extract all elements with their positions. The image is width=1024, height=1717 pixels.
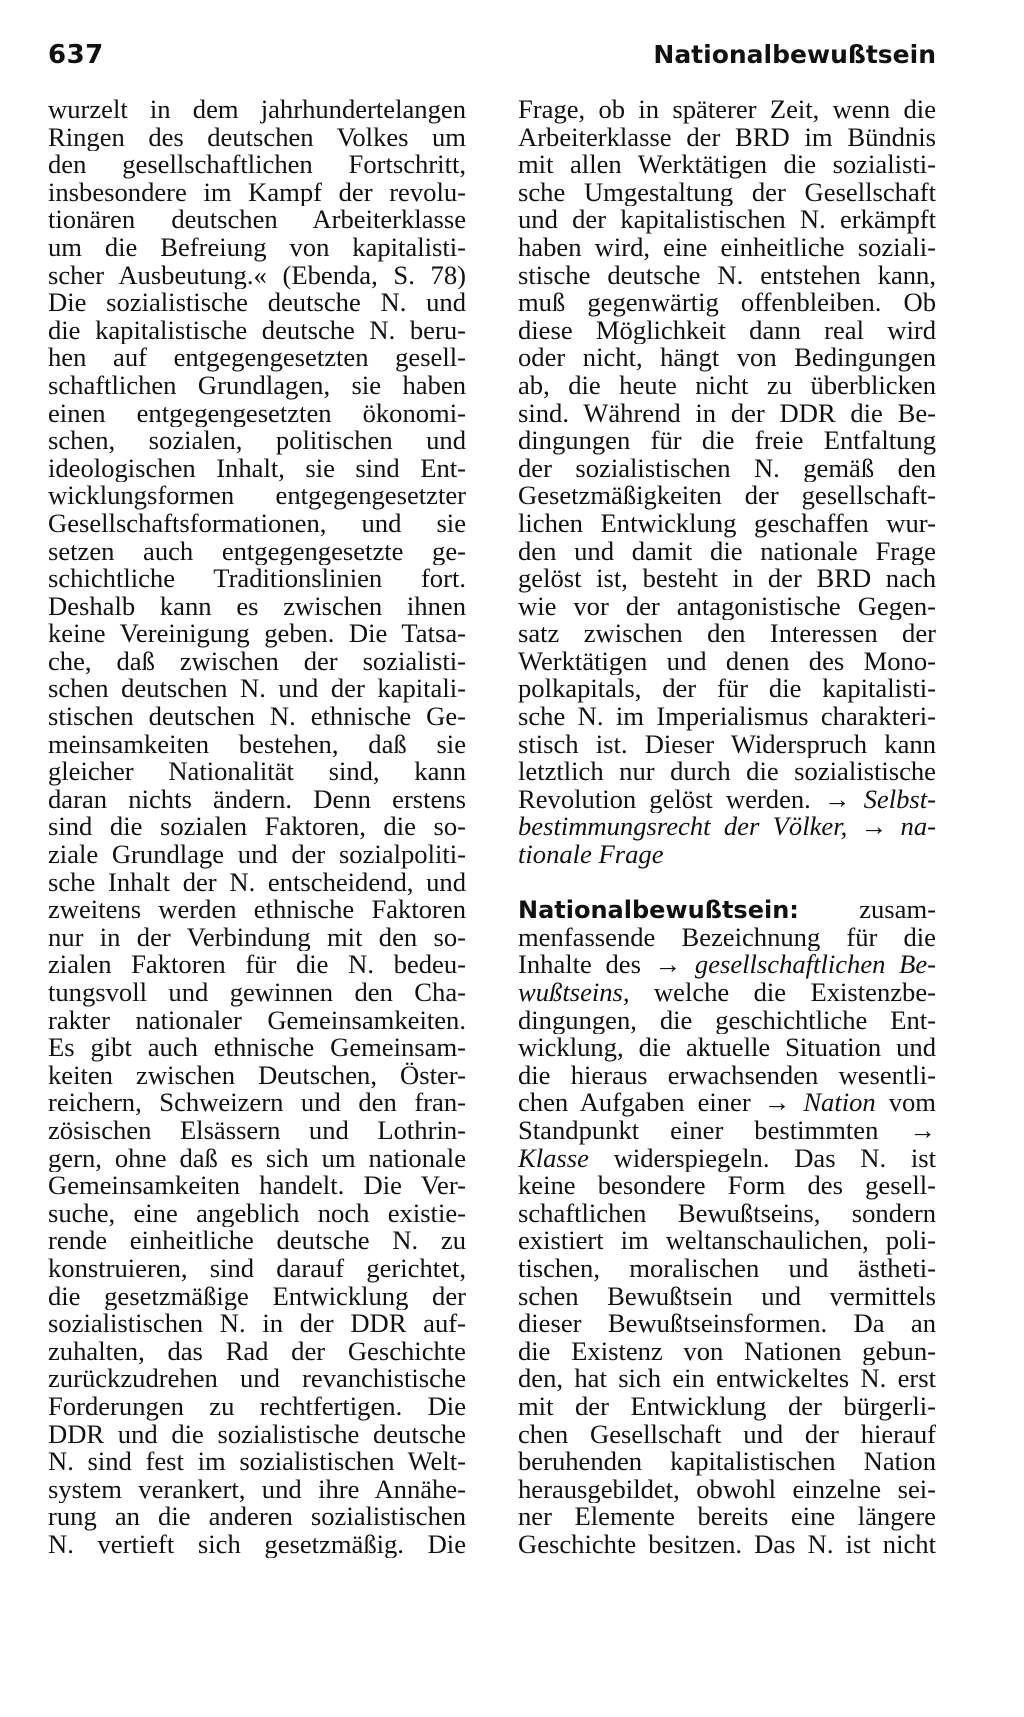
text-segment: sind. Während in der DDR die Be- bbox=[518, 399, 936, 428]
page-header bbox=[48, 40, 936, 76]
text-line bbox=[518, 979, 936, 1007]
text-line bbox=[48, 482, 466, 510]
text-line bbox=[518, 206, 936, 234]
text-line bbox=[48, 317, 466, 345]
text-segment: gleicher Nationalität sind, kann bbox=[48, 758, 466, 786]
text-segment: chen Aufgaben einer → bbox=[518, 1089, 804, 1117]
text-line bbox=[48, 1227, 466, 1255]
text-segment: um die Befreiung von kapitalisti- bbox=[48, 233, 466, 262]
text-line bbox=[48, 979, 466, 1007]
text-segment: Forderungen zu rechtfertigen. Die bbox=[48, 1392, 466, 1421]
text-segment: dingungen für die freie Entfaltung bbox=[518, 427, 936, 455]
text-segment: beruhenden kapitalistischen Nation bbox=[518, 1448, 936, 1476]
text-segment: zösischen Elsässern und Lothrin- bbox=[48, 1116, 466, 1145]
paragraph-gap bbox=[518, 869, 936, 897]
text-segment: sche Inhalt der N. entscheidend, und bbox=[48, 868, 466, 897]
text-line bbox=[518, 400, 936, 428]
text-line bbox=[518, 1476, 936, 1504]
text-segment: tischen, moralischen und ästheti- bbox=[518, 1254, 936, 1283]
text-segment: schaftlichen Bewußtseins, sondern bbox=[518, 1199, 936, 1228]
text-segment: letztlich nur durch die sozialistische bbox=[518, 758, 936, 786]
text-line bbox=[48, 1448, 466, 1476]
text-line bbox=[518, 1283, 936, 1311]
text-segment: sche Umgestaltung der Gesellschaft bbox=[518, 178, 936, 207]
text-line bbox=[518, 1448, 936, 1476]
text-segment: N. vertieft sich gesetzmäßig. Die bbox=[48, 1530, 466, 1559]
text-segment: schen, sozialen, politischen und bbox=[48, 427, 466, 455]
text-segment: die kapitalistische deutsche N. beru- bbox=[48, 316, 466, 345]
text-segment: schen deutschen N. und der kapitali- bbox=[48, 675, 466, 704]
text-segment: keiten zwischen Deutschen, Öster- bbox=[48, 1061, 466, 1090]
text-segment: herausgebildet, obwohl einzelne sei- bbox=[518, 1475, 936, 1504]
text-line bbox=[48, 179, 466, 207]
cross-reference: bestimmungsrecht der Völker, bbox=[518, 813, 848, 842]
text-segment: hen auf entgegengesetzten gesell- bbox=[48, 344, 466, 372]
text-segment: mit der Entwicklung der bürgerli- bbox=[518, 1392, 936, 1421]
text-segment: tungsvoll und gewinnen den Cha- bbox=[48, 979, 466, 1007]
text-segment: menfassende Bezeichnung für die bbox=[518, 923, 936, 952]
text-segment: schen Bewußtsein und vermittels bbox=[518, 1282, 936, 1311]
cross-reference: Nation bbox=[803, 1089, 876, 1117]
text-segment: keine Vereinigung geben. Die Tatsa- bbox=[48, 620, 466, 648]
text-line bbox=[518, 731, 936, 759]
text-line bbox=[518, 1531, 936, 1559]
text-line bbox=[518, 1503, 936, 1531]
text-line bbox=[48, 1365, 466, 1393]
text-line bbox=[48, 1283, 466, 1311]
text-line bbox=[518, 289, 936, 317]
text-line bbox=[518, 786, 936, 814]
text-line bbox=[48, 96, 466, 124]
text-segment: rung an die anderen sozialistischen bbox=[48, 1503, 466, 1531]
text-segment: polkapitals, der für die kapitalisti- bbox=[518, 675, 936, 704]
text-segment: meinsamkeiten bestehen, daß sie bbox=[48, 730, 466, 759]
text-segment: schaftlichen Grundlagen, sie haben bbox=[48, 371, 466, 400]
text-segment: Inhalte des → bbox=[518, 951, 695, 979]
text-segment: oder nicht, hängt von Bedingungen bbox=[518, 344, 936, 372]
text-line bbox=[518, 262, 936, 290]
text-line bbox=[518, 924, 936, 952]
text-segment: rakter nationaler Gemeinsamkeiten. bbox=[48, 1006, 466, 1035]
text-segment: Werktätigen und denen des Mono- bbox=[518, 647, 936, 676]
text-segment: setzen auch entgegengesetzte ge- bbox=[48, 537, 466, 566]
text-segment: ab, die heute nicht zu überblicken bbox=[518, 371, 936, 400]
right-text-column bbox=[518, 96, 936, 1558]
text-line bbox=[48, 124, 466, 152]
text-segment: DDR und die sozialistische deutsche bbox=[48, 1420, 466, 1449]
text-line bbox=[48, 234, 466, 262]
text-segment: zurückzudrehen und revanchistische bbox=[48, 1365, 466, 1393]
text-segment: che, daß zwischen der sozialisti- bbox=[48, 647, 466, 676]
text-line bbox=[48, 1255, 466, 1283]
text-line bbox=[48, 620, 466, 648]
text-segment: und der kapitalistischen N. erkämpft bbox=[518, 206, 936, 234]
text-segment: keine besondere Form des gesell- bbox=[518, 1172, 936, 1200]
text-segment: Revolution gelöst werden. → bbox=[518, 785, 864, 814]
text-line bbox=[48, 372, 466, 400]
text-segment: ziale Grundlage und der sozialpoliti- bbox=[48, 841, 466, 869]
text-line bbox=[518, 758, 936, 786]
text-line bbox=[518, 455, 936, 483]
text-line bbox=[518, 1393, 936, 1421]
page-number: 637 bbox=[48, 40, 104, 70]
text-segment: diese Möglichkeit dann real wird bbox=[518, 316, 936, 345]
text-segment: dingungen, die geschichtliche Ent- bbox=[518, 1006, 936, 1035]
text-segment: stischen deutschen N. ethnische Ge- bbox=[48, 703, 466, 731]
text-segment: widerspiegeln. Das N. ist bbox=[588, 1144, 936, 1173]
text-segment: die Existenz von Nationen gebun- bbox=[518, 1337, 936, 1366]
cross-reference: Selbst- bbox=[863, 785, 936, 814]
text-line bbox=[48, 510, 466, 538]
text-line bbox=[518, 1255, 936, 1283]
text-segment: lichen Entwicklung geschaffen wur- bbox=[518, 509, 936, 538]
text-line bbox=[48, 289, 466, 317]
text-segment: wicklungsformen entgegengesetzter bbox=[48, 482, 466, 510]
text-segment: Es gibt auch ethnische Gemeinsam- bbox=[48, 1034, 466, 1062]
text-line bbox=[518, 896, 936, 924]
text-line bbox=[518, 1310, 936, 1338]
text-segment: existiert im weltanschaulichen, poli- bbox=[518, 1227, 936, 1255]
cross-reference: tionale Frage bbox=[518, 841, 664, 869]
text-segment: mit allen Werktätigen die sozialisti- bbox=[518, 151, 936, 179]
text-segment: nur in der Verbindung mit den so- bbox=[48, 923, 466, 952]
text-segment: N. sind fest im sozialistischen Welt- bbox=[48, 1448, 466, 1476]
text-line bbox=[518, 179, 936, 207]
text-line bbox=[518, 1200, 936, 1228]
text-line bbox=[48, 731, 466, 759]
text-segment: Frage, ob in späterer Zeit, wenn die bbox=[518, 96, 936, 124]
cross-reference: gesellschaftlichen Be- bbox=[694, 951, 936, 979]
text-segment: vom bbox=[875, 1089, 936, 1117]
text-segment: wurzelt in dem jahrhundertelangen bbox=[48, 96, 466, 124]
text-line bbox=[48, 841, 466, 869]
text-line bbox=[518, 1421, 936, 1449]
text-line bbox=[518, 151, 936, 179]
text-line bbox=[48, 262, 466, 290]
text-line bbox=[48, 1007, 466, 1035]
text-line bbox=[48, 565, 466, 593]
text-line bbox=[48, 427, 466, 455]
text-line bbox=[518, 593, 936, 621]
text-segment: Gesellschaftsformationen, und sie bbox=[48, 509, 466, 538]
text-segment: stisch ist. Dieser Widerspruch kann bbox=[518, 730, 936, 759]
text-line bbox=[48, 400, 466, 428]
text-segment: scher Ausbeutung.« (Ebenda, S. 78) bbox=[48, 261, 466, 290]
text-line bbox=[48, 1393, 466, 1421]
text-line bbox=[48, 896, 466, 924]
text-line bbox=[518, 841, 936, 869]
text-line bbox=[518, 1365, 936, 1393]
text-line bbox=[518, 1007, 936, 1035]
text-segment: zialen Faktoren für die N. bedeu- bbox=[48, 951, 466, 979]
text-line bbox=[48, 869, 466, 897]
text-segment: einen entgegengesetzten ökonomi- bbox=[48, 399, 466, 428]
text-segment: welche die Existenzbe- bbox=[629, 979, 936, 1007]
text-line bbox=[48, 1062, 466, 1090]
text-segment: tionären deutschen Arbeiterklasse bbox=[48, 206, 466, 234]
text-segment: Ringen des deutschen Volkes um bbox=[48, 123, 466, 152]
text-segment: satz zwischen den Interessen der bbox=[518, 620, 936, 648]
text-line bbox=[48, 1172, 466, 1200]
text-segment: muß gegenwärtig offenbleiben. Ob bbox=[518, 289, 936, 317]
text-segment: stische deutsche N. entstehen kann, bbox=[518, 261, 936, 290]
text-line bbox=[518, 344, 936, 372]
text-line bbox=[518, 510, 936, 538]
left-text-column bbox=[48, 96, 466, 1558]
text-line bbox=[48, 786, 466, 814]
text-line bbox=[48, 813, 466, 841]
text-segment: schichtliche Traditionslinien fort. bbox=[48, 565, 466, 593]
text-line bbox=[518, 703, 936, 731]
text-segment: sind die sozialen Faktoren, die so- bbox=[48, 813, 466, 842]
text-line bbox=[48, 1200, 466, 1228]
text-segment: zweitens werden ethnische Faktoren bbox=[48, 896, 466, 924]
text-line bbox=[518, 1172, 936, 1200]
text-segment: wie vor der antagonistische Gegen- bbox=[518, 592, 936, 621]
text-line bbox=[48, 206, 466, 234]
text-line bbox=[518, 317, 936, 345]
running-head: Nationalbewußtsein bbox=[653, 40, 936, 69]
text-line bbox=[518, 648, 936, 676]
text-segment: Gesetzmäßigkeiten der gesellschaft- bbox=[518, 482, 936, 510]
text-segment: sozialistischen N. in der DDR auf- bbox=[48, 1310, 466, 1338]
text-line bbox=[48, 703, 466, 731]
text-line bbox=[518, 234, 936, 262]
text-line bbox=[518, 951, 936, 979]
text-segment: → bbox=[847, 813, 901, 842]
text-line bbox=[518, 1338, 936, 1366]
text-line bbox=[518, 1062, 936, 1090]
text-segment: system verankert, und ihre Annähe- bbox=[48, 1475, 466, 1504]
text-line bbox=[518, 482, 936, 510]
text-segment: dieser Bewußtseinsformen. Da an bbox=[518, 1310, 936, 1338]
text-segment: Geschichte besitzen. Das N. ist nicht bbox=[518, 1530, 936, 1559]
text-line bbox=[518, 1034, 936, 1062]
text-line bbox=[518, 813, 936, 841]
text-segment: der sozialistischen N. gemäß den bbox=[518, 454, 936, 483]
text-segment: insbesondere im Kampf der revolu- bbox=[48, 178, 466, 207]
text-segment: Deshalb kann es zwischen ihnen bbox=[48, 592, 466, 621]
text-segment: zuhalten, das Rad der Geschichte bbox=[48, 1337, 466, 1366]
text-line bbox=[48, 455, 466, 483]
cross-reference: wußtseins, bbox=[518, 979, 630, 1007]
text-line bbox=[48, 151, 466, 179]
text-line bbox=[518, 1089, 936, 1117]
text-segment: zusam- bbox=[798, 896, 936, 924]
text-segment: reichern, Schweizern und den fran- bbox=[48, 1089, 466, 1117]
cross-reference: na- bbox=[900, 813, 936, 842]
text-line bbox=[48, 648, 466, 676]
text-line bbox=[518, 620, 936, 648]
text-line bbox=[518, 1227, 936, 1255]
text-line bbox=[48, 1531, 466, 1559]
text-line bbox=[48, 951, 466, 979]
text-line bbox=[48, 758, 466, 786]
text-segment: konstruieren, sind darauf gerichtet, bbox=[48, 1254, 466, 1283]
text-line bbox=[518, 538, 936, 566]
text-line bbox=[518, 675, 936, 703]
text-segment: rende einheitliche deutsche N. zu bbox=[48, 1227, 466, 1255]
text-line bbox=[48, 344, 466, 372]
text-segment: den und damit die nationale Frage bbox=[518, 537, 936, 566]
text-segment: Arbeiterklasse der BRD im Bündnis bbox=[518, 123, 936, 152]
text-segment: gelöst ist, besteht in der BRD nach bbox=[518, 565, 936, 593]
text-segment: Standpunkt einer bestimmten → bbox=[518, 1116, 936, 1145]
text-segment: suche, eine angeblich noch existie- bbox=[48, 1199, 466, 1228]
text-segment: chen Gesellschaft und der hierauf bbox=[518, 1420, 936, 1449]
cross-reference: Klasse bbox=[518, 1144, 589, 1173]
text-segment: ideologischen Inhalt, sie sind Ent- bbox=[48, 454, 466, 483]
text-line bbox=[48, 1310, 466, 1338]
text-line bbox=[48, 924, 466, 952]
text-segment: Gemeinsamkeiten handelt. Die Ver- bbox=[48, 1172, 466, 1200]
text-segment: die gesetzmäßige Entwicklung der bbox=[48, 1282, 466, 1311]
text-line bbox=[518, 427, 936, 455]
text-segment: gern, ohne daß es sich um nationale bbox=[48, 1144, 466, 1173]
text-line bbox=[48, 593, 466, 621]
text-line bbox=[518, 372, 936, 400]
text-line bbox=[48, 1503, 466, 1531]
text-line bbox=[518, 124, 936, 152]
text-segment: den, hat sich ein entwickeltes N. erst bbox=[518, 1365, 936, 1393]
text-line bbox=[48, 675, 466, 703]
text-line bbox=[518, 96, 936, 124]
text-segment: Die sozialistische deutsche N. und bbox=[48, 289, 466, 317]
entry-keyword: Nationalbewußtsein: bbox=[518, 896, 799, 924]
text-line bbox=[48, 1476, 466, 1504]
text-line bbox=[48, 538, 466, 566]
text-line bbox=[48, 1117, 466, 1145]
text-line bbox=[48, 1145, 466, 1173]
text-segment: die hieraus erwachsenden wesentli- bbox=[518, 1061, 936, 1090]
text-line bbox=[48, 1338, 466, 1366]
text-segment: ner Elemente bereits eine längere bbox=[518, 1503, 936, 1531]
text-segment: den gesellschaftlichen Fortschritt, bbox=[48, 151, 466, 179]
text-segment: wicklung, die aktuelle Situation und bbox=[518, 1034, 936, 1062]
text-segment: haben wird, eine einheitliche soziali- bbox=[518, 233, 936, 262]
text-line bbox=[518, 1145, 936, 1173]
text-line bbox=[48, 1421, 466, 1449]
text-segment: sche N. im Imperialismus charakteri- bbox=[518, 703, 936, 731]
text-line bbox=[518, 1117, 936, 1145]
text-line bbox=[48, 1089, 466, 1117]
text-segment: daran nichts ändern. Denn erstens bbox=[48, 785, 466, 814]
text-line bbox=[518, 565, 936, 593]
text-line bbox=[48, 1034, 466, 1062]
